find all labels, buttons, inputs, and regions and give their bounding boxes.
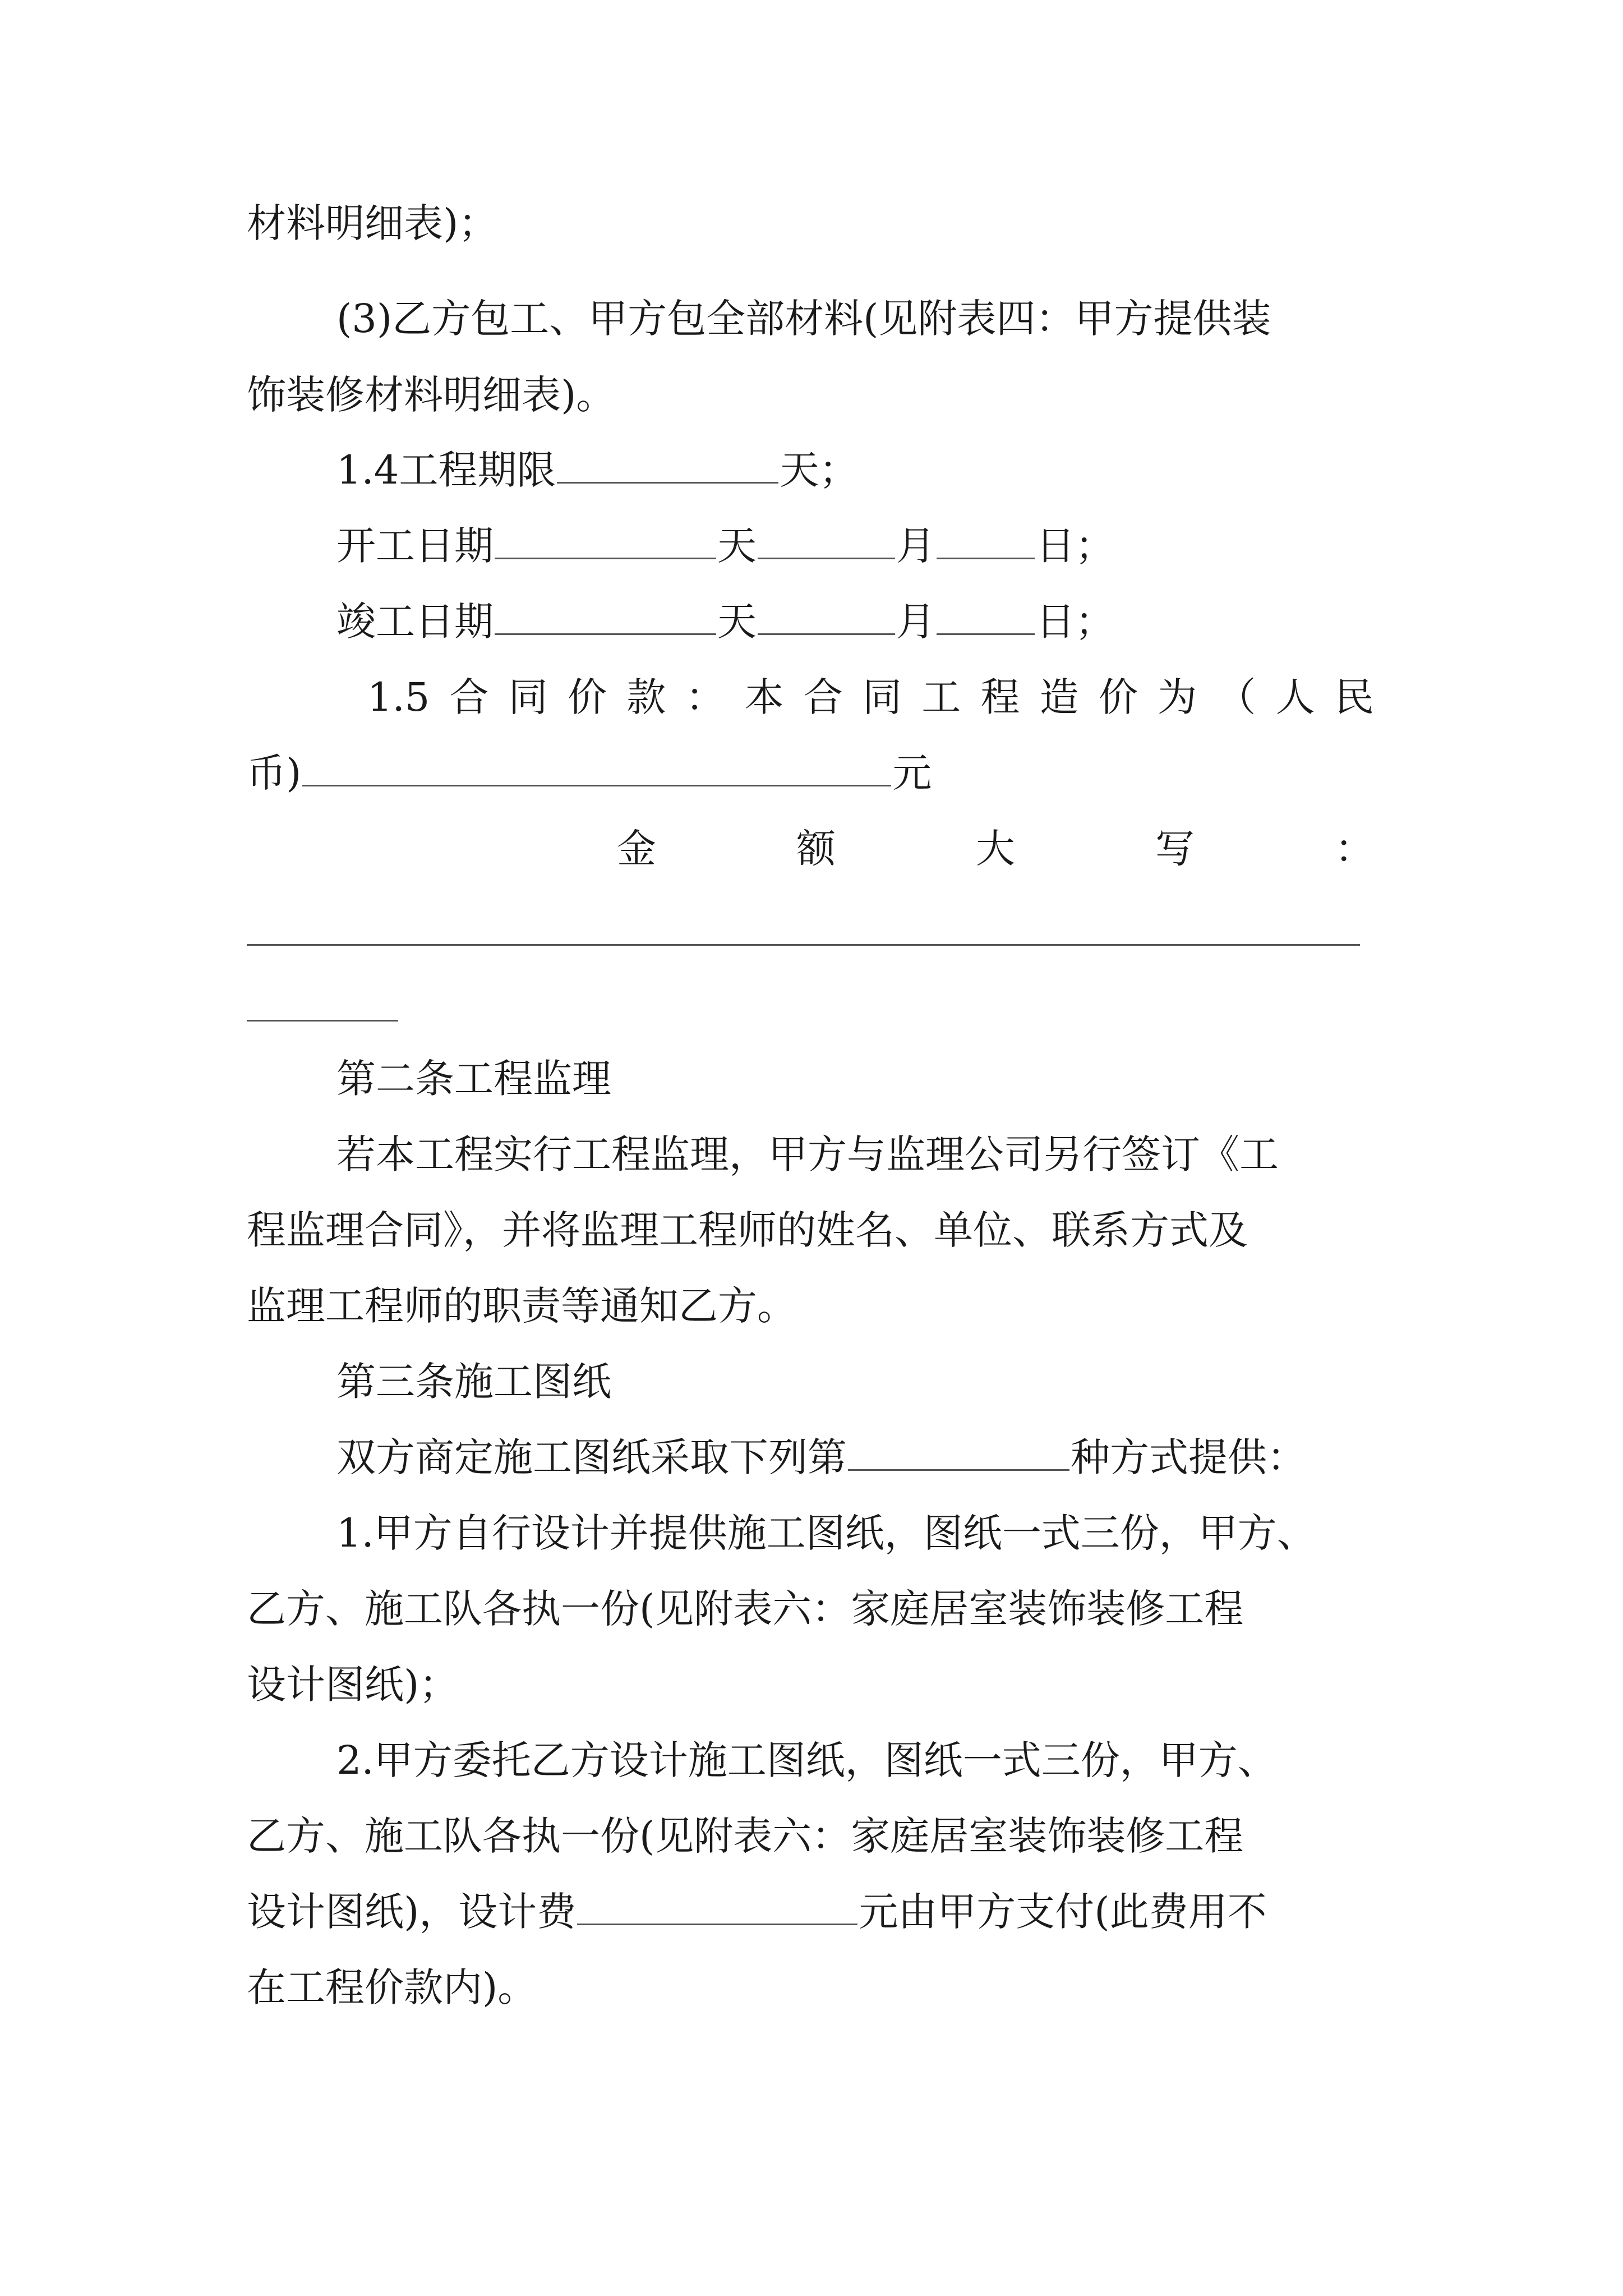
contract-price-line (247, 669, 1374, 725)
completion-date-line (336, 593, 1114, 650)
fill-in-blank[interactable] (557, 447, 778, 484)
paragraph-text: 乙方、施工队各执一份(见附表六：家庭居室装饰装修工程 (247, 1813, 1244, 1859)
spread-char: 同 (508, 674, 548, 720)
paragraph-text: 若本工程实行工程监理，甲方与监理公司另行签订《工 (336, 1131, 1279, 1177)
spread-char: 合 (449, 674, 489, 720)
spread-char: 合 (803, 674, 843, 720)
start-date-line (336, 518, 1114, 574)
date-unit: 天 (717, 523, 757, 569)
spread-char: 工 (921, 674, 961, 720)
spread-char: 本 (744, 674, 784, 720)
spread-char: 人 (1275, 674, 1315, 720)
spread-char: （ (1216, 674, 1256, 720)
section-heading: 第二条工程监理 (336, 1056, 611, 1102)
spread-char: 额 (796, 826, 836, 872)
paragraph-text: 监理工程师的职责等通知乙方。 (247, 1283, 796, 1329)
fill-in-blank[interactable] (848, 1434, 1069, 1471)
work-period-line (336, 442, 858, 498)
start-date-label: 开工日期 (336, 523, 494, 569)
fill-in-blank[interactable] (758, 599, 895, 635)
date-unit: 日； (1036, 523, 1114, 569)
spread-char: 价 (1098, 674, 1138, 720)
completion-date-label: 竣工日期 (336, 599, 494, 645)
spread-char: 1.5 (367, 674, 430, 720)
date-unit: 天 (717, 599, 757, 645)
fill-in-blank[interactable] (937, 523, 1035, 559)
date-unit: 月 (896, 599, 935, 645)
paragraph-text: 1.甲方自行设计并提供施工图纸，图纸一式三份，甲方、 (336, 1510, 1316, 1556)
yuan-unit: 元 (892, 750, 932, 796)
drawing-method-label: 双方商定施工图纸采取下列第 (336, 1434, 847, 1480)
paragraph-text: 在工程价款内)。 (247, 1964, 537, 2010)
contract-price-line-2 (247, 745, 932, 801)
paragraph-text: 设计图纸)； (247, 1662, 459, 1708)
fill-in-blank[interactable] (577, 1889, 857, 1925)
amount-in-words-line (247, 821, 1374, 877)
fill-in-blank[interactable] (247, 944, 1360, 946)
section-heading: 第三条施工图纸 (336, 1359, 611, 1405)
spread-char: 款 (626, 674, 666, 720)
work-period-label: 1.4工程期限 (336, 447, 556, 493)
spread-char: 写 (1155, 826, 1195, 872)
drawing-method-suffix: 种方式提供： (1071, 1434, 1306, 1480)
spread-char: 程 (980, 674, 1020, 720)
spread-char: 金 (617, 826, 656, 872)
design-fee-line (247, 1884, 1267, 1940)
spread-char: 同 (863, 674, 902, 720)
currency-label: 币) (247, 750, 302, 796)
drawing-method-line (336, 1429, 1306, 1485)
spread-char: ： (685, 674, 725, 720)
date-unit: 日； (1036, 599, 1114, 645)
paragraph-text: 材料明细表)； (247, 200, 498, 246)
paragraph-text: (3)乙方包工、甲方包全部材料(见附表四：甲方提供装 (336, 296, 1271, 342)
day-unit: 天； (780, 447, 859, 493)
fill-in-blank[interactable] (495, 523, 716, 559)
spread-char: 造 (1039, 674, 1079, 720)
spread-char: ： (1335, 826, 1374, 872)
paragraph-text: 乙方、施工队各执一份(见附表六：家庭居室装饰装修工程 (247, 1586, 1244, 1632)
spread-char: 为 (1158, 674, 1197, 720)
date-unit: 月 (896, 523, 935, 569)
fill-in-blank[interactable] (495, 599, 716, 635)
spread-char: 价 (567, 674, 607, 720)
fill-in-blank[interactable] (937, 599, 1035, 635)
fill-in-blank[interactable] (247, 1020, 398, 1022)
spread-char: 民 (1334, 674, 1374, 720)
design-fee-label: 设计图纸)，设计费 (247, 1889, 577, 1935)
fill-in-blank[interactable] (758, 523, 895, 559)
paragraph-text: 饰装修材料明细表)。 (247, 372, 616, 418)
spread-char: 大 (976, 826, 1015, 872)
paragraph-text: 2.甲方委托乙方设计施工图纸，图纸一式三份，甲方、 (336, 1737, 1277, 1783)
design-fee-suffix: 元由甲方支付(此费用不 (859, 1889, 1267, 1935)
fill-in-blank[interactable] (302, 750, 891, 786)
paragraph-text: 程监理合同》，并将监理工程师的姓名、单位、联系方式及 (247, 1207, 1248, 1253)
